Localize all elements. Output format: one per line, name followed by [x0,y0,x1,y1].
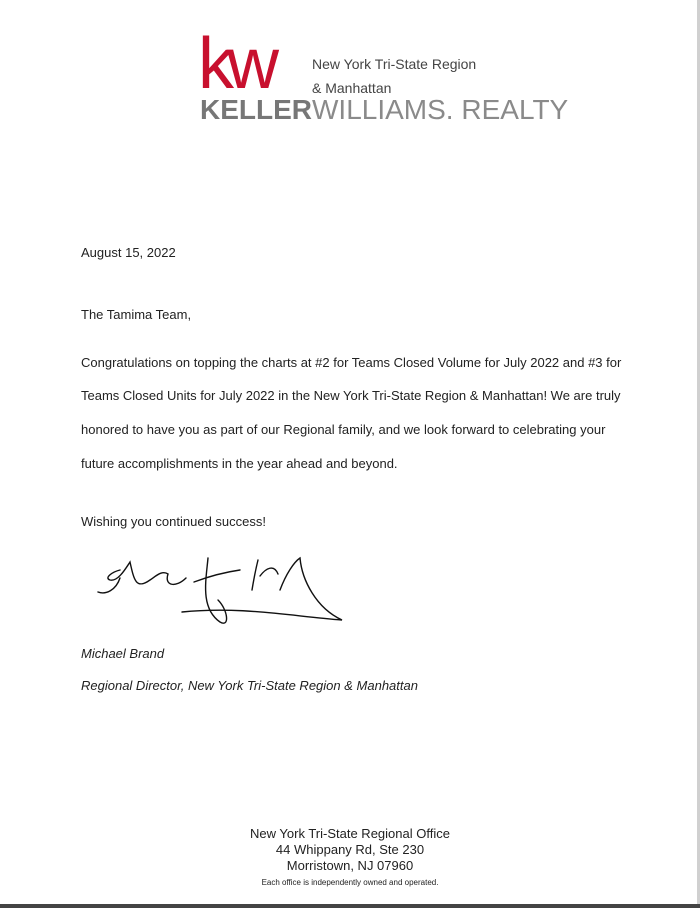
footer-disclaimer: Each office is independently owned and operated. [261,878,439,887]
logo-region-line1: New York Tri-State Region [312,56,477,72]
kw-mark: kw [198,24,272,104]
footer-office: New York Tri-State Regional Office [250,826,450,841]
body-line: future accomplishments in the year ahead and beyond. [81,456,398,471]
wordmark-keller: KELLER [200,94,312,125]
letter-date: August 15, 2022 [81,245,176,260]
body-line: honored to have you as part of our Regional family, and we look forward to celebrating your [81,422,606,437]
body-line: Teams Closed Units for July 2022 in the New York Tri-State Region & Manhattan! We are truly [81,388,621,403]
wordmark-williams: WILLIAMS. [312,94,454,125]
footer-street: 44 Whippany Rd, Ste 230 [275,842,425,857]
letter-closing: Wishing you continued success! [81,514,266,529]
logo-wordmark [200,94,568,126]
letter-greeting: The Tamima Team, [81,307,192,322]
wordmark-realty: REALTY [453,94,569,125]
kw-logo [198,24,569,125]
handwritten-signature [90,550,350,635]
page-bottom-edge [0,904,700,908]
logo-region-line2: & Manhattan [312,80,392,96]
signer-title: Regional Director, New York Tri-State Region & Manhattan [81,678,418,693]
body-line: Congratulations on topping the charts at #2 for Teams Closed Volume for July 2022 and #3 for [81,355,622,370]
footer-city: Morristown, NJ 07960 [286,858,414,873]
signer-name: Michael Brand [81,646,165,661]
